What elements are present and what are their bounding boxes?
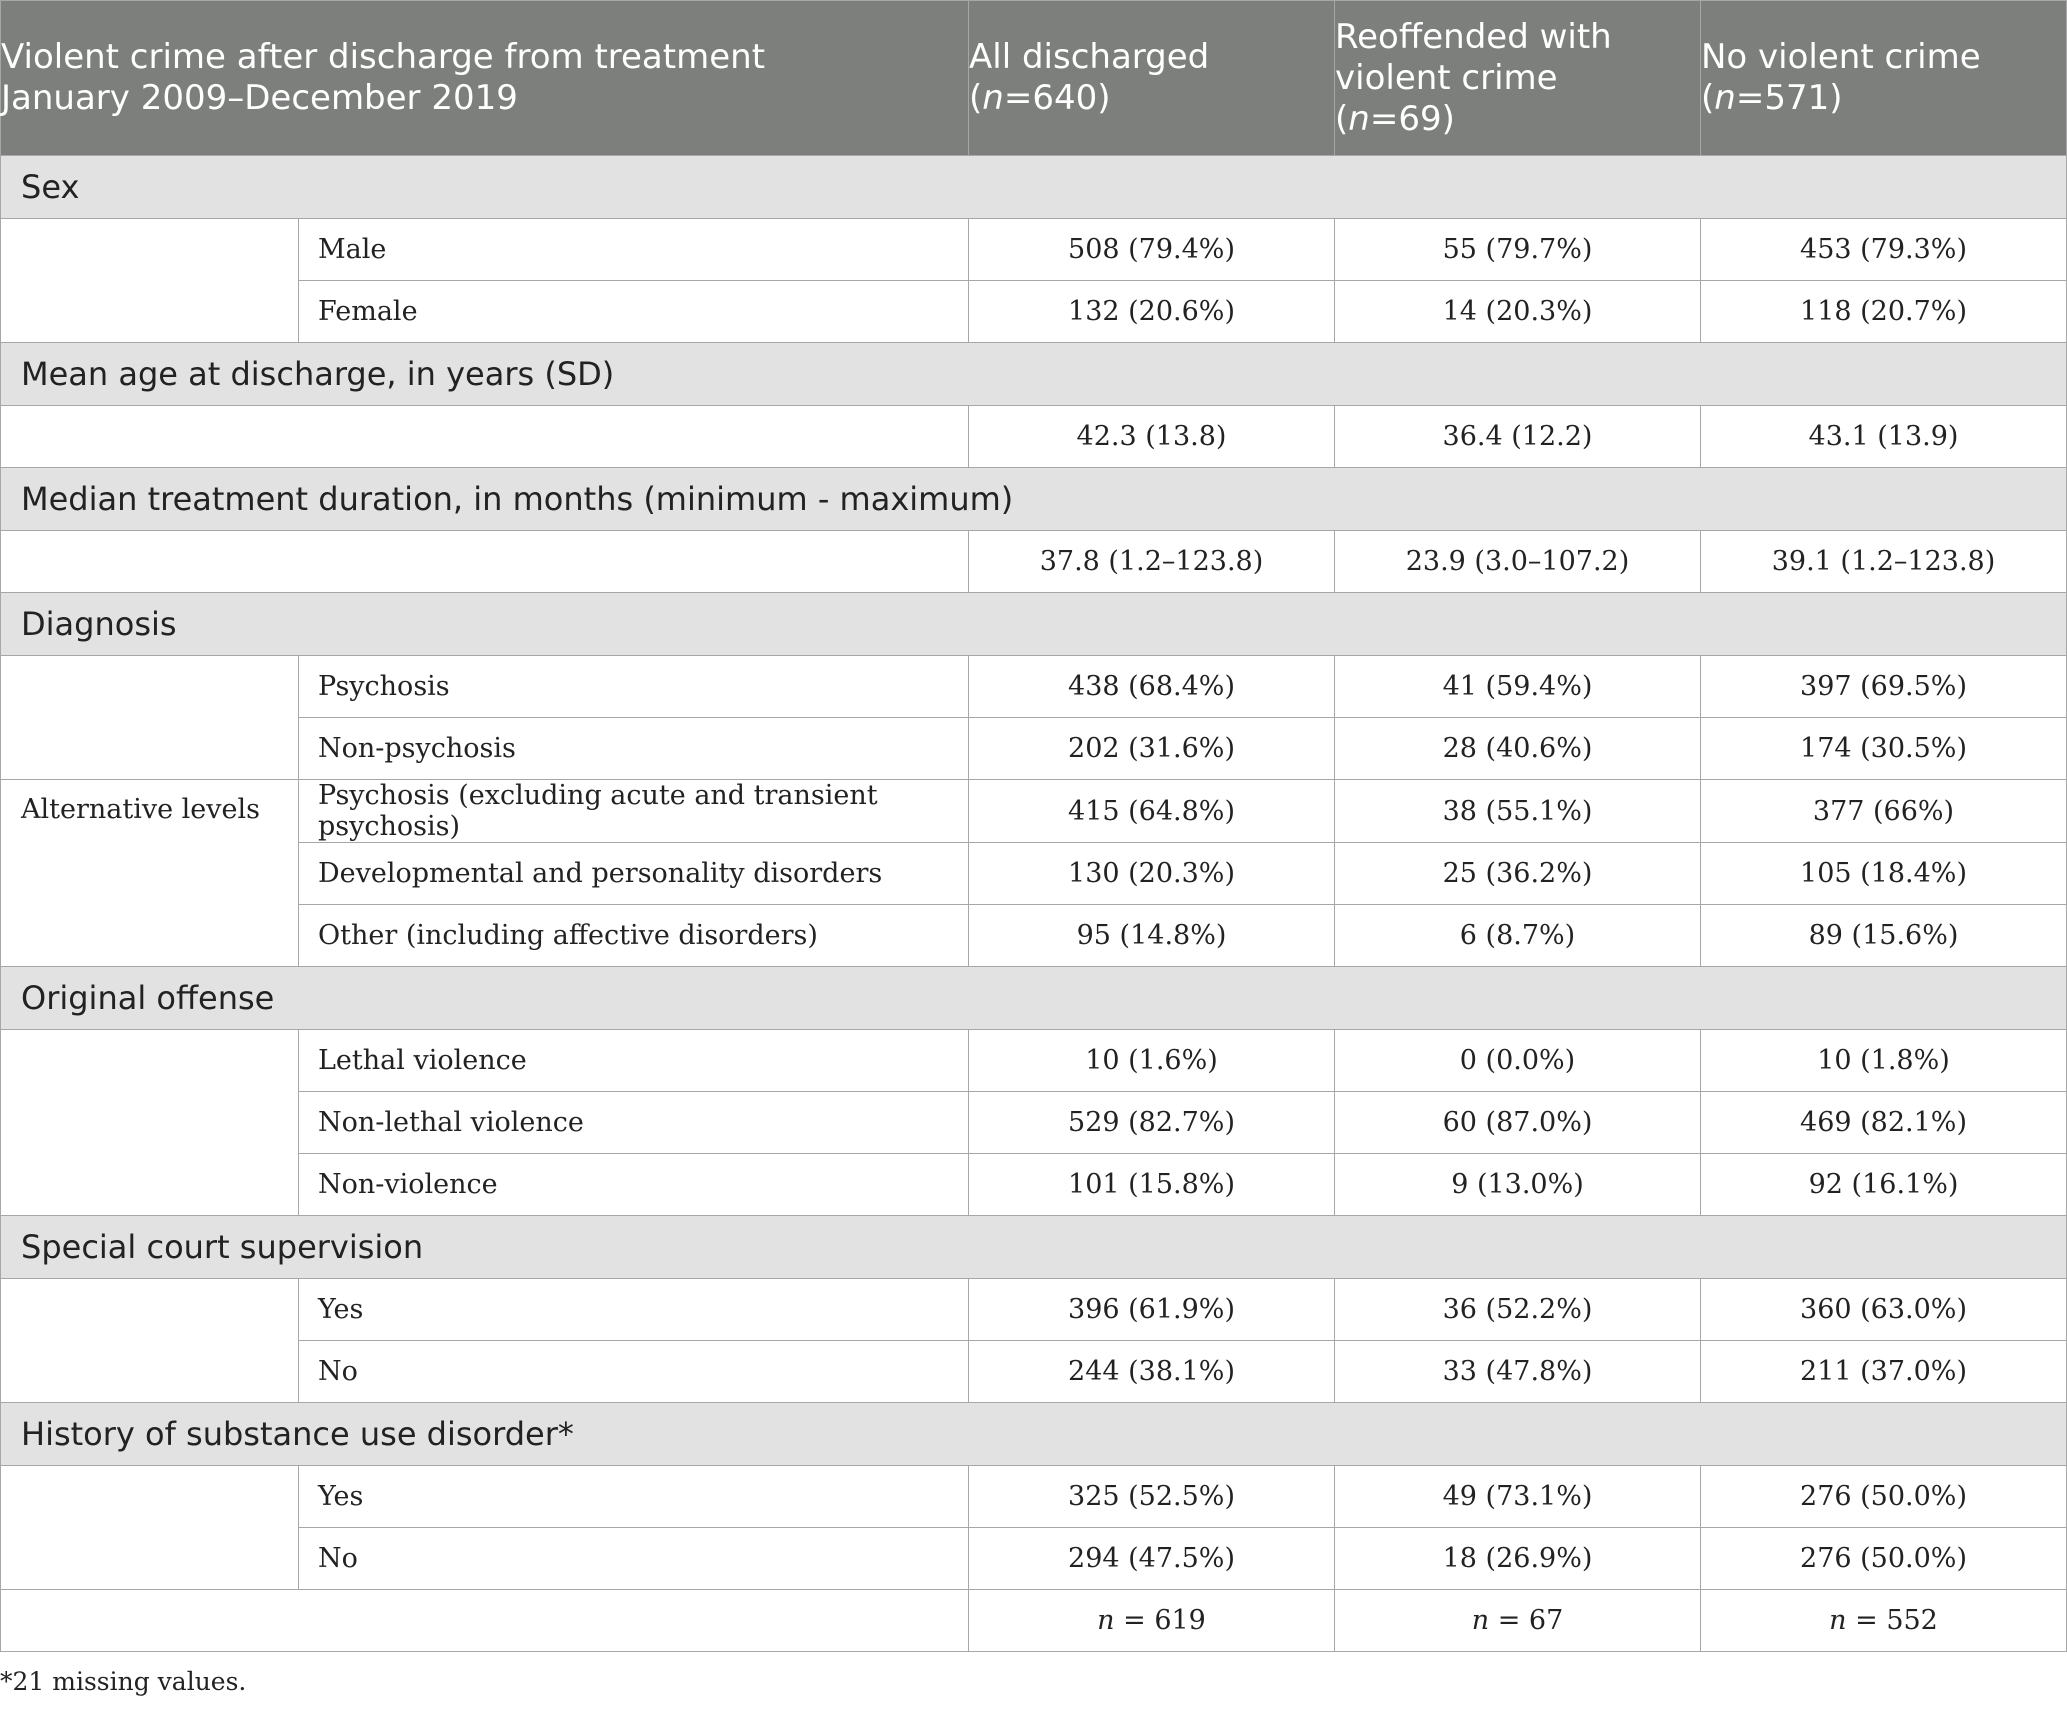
section-special-court-supervision: Special court supervision bbox=[1, 1216, 2067, 1279]
table-row: 37.8 (1.2–123.8) 23.9 (3.0–107.2) 39.1 (1.2–123.8) bbox=[1, 531, 2067, 593]
header-reoffended: Reoffended with violent crime (n=69) bbox=[1335, 1, 1701, 156]
section-sex: Sex bbox=[1, 156, 2067, 219]
table-row: Alternative levels Psychosis (excluding acute and transient psychosis) 415 (64.8%) 38 (55.1%) 377 (66%) bbox=[1, 780, 2067, 843]
table-row: Lethal violence 10 (1.6%) 0 (0.0%) 10 (1.8%) bbox=[1, 1030, 2067, 1092]
table-row: No 244 (38.1%) 33 (47.8%) 211 (37.0%) bbox=[1, 1341, 2067, 1403]
table-row: Non-lethal violence 529 (82.7%) 60 (87.0%) 469 (82.1%) bbox=[1, 1092, 2067, 1154]
table-row: Non-psychosis 202 (31.6%) 28 (40.6%) 174 (30.5%) bbox=[1, 718, 2067, 780]
table-row: Yes 396 (61.9%) 36 (52.2%) 360 (63.0%) bbox=[1, 1279, 2067, 1341]
table-row: Female 132 (20.6%) 14 (20.3%) 118 (20.7%) bbox=[1, 281, 2067, 343]
section-age: Mean age at discharge, in years (SD) bbox=[1, 343, 2067, 406]
alternative-levels-label: Alternative levels bbox=[1, 780, 299, 967]
table-row: Yes 325 (52.5%) 49 (73.1%) 276 (50.0%) bbox=[1, 1466, 2067, 1528]
header-all-discharged: All discharged (n=640) bbox=[969, 1, 1335, 156]
table-header-row bbox=[1, 1, 2067, 156]
table-row-n-totals: n = 619 n = 67 n = 552 bbox=[1, 1590, 2067, 1652]
table-row: No 294 (47.5%) 18 (26.9%) 276 (50.0%) bbox=[1, 1528, 2067, 1590]
table-row: Male 508 (79.4%) 55 (79.7%) 453 (79.3%) bbox=[1, 219, 2067, 281]
section-duration: Median treatment duration, in months (minimum - maximum) bbox=[1, 468, 2067, 531]
table-row: Psychosis 438 (68.4%) 41 (59.4%) 397 (69.5%) bbox=[1, 656, 2067, 718]
table-row: Other (including affective disorders) 95 (14.8%) 6 (8.7%) 89 (15.6%) bbox=[1, 905, 2067, 967]
section-diagnosis: Diagnosis bbox=[1, 593, 2067, 656]
table-row: Developmental and personality disorders 130 (20.3%) 25 (36.2%) 105 (18.4%) bbox=[1, 843, 2067, 905]
header-title: Violent crime after discharge from treatment January 2009–December 2019 bbox=[1, 1, 969, 156]
table-row: 42.3 (13.8) 36.4 (12.2) 43.1 (13.9) bbox=[1, 406, 2067, 468]
header-no-violent-crime: No violent crime (n=571) bbox=[1701, 1, 2067, 156]
table-row: Non-violence 101 (15.8%) 9 (13.0%) 92 (16.1%) bbox=[1, 1154, 2067, 1216]
section-substance-use: History of substance use disorder* bbox=[1, 1403, 2067, 1466]
section-original-offense: Original offense bbox=[1, 967, 2067, 1030]
footnote: *21 missing values. bbox=[0, 1667, 247, 1696]
